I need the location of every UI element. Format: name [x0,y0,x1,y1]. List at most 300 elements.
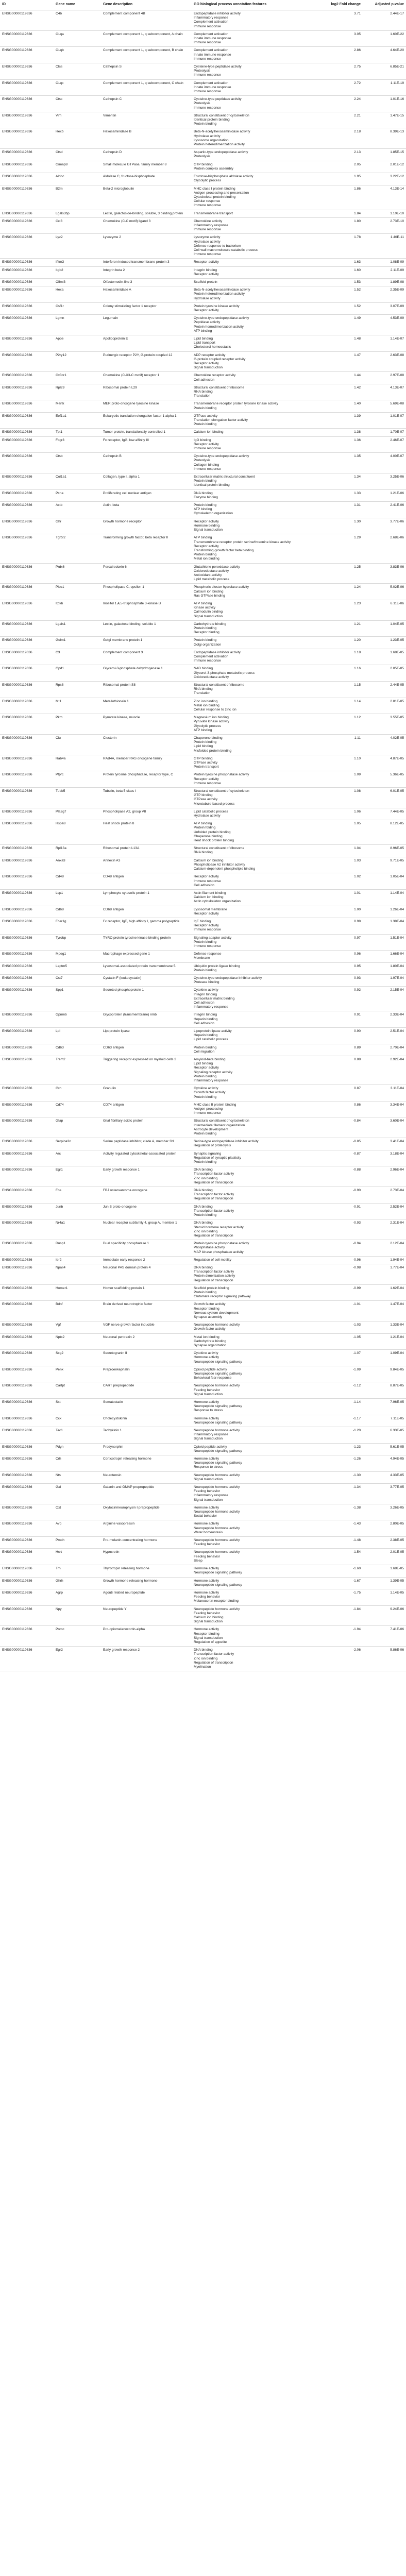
cell-go-annotation [192,1589,322,1605]
go-term: Immune response [194,447,221,451]
go-term: Transcription factor activity [194,1209,234,1213]
go-term: Zinc ion binding [194,1656,218,1660]
cell-gene-name: Eef1a1 [54,412,101,429]
cell-id: ENSG00000119636 [0,63,54,80]
cell-gene-name: Itpkb [54,600,101,620]
go-term: Protein tyrosine phosphatase activity [194,773,249,777]
go-term: Extracellular matrix structural constituent [194,475,255,479]
go-term: Kinase activity [194,606,216,610]
go-term: Lipid catabolic process [194,809,228,814]
cell-fold-change: 0.93 [322,974,363,986]
cell-fold-change: -1.26 [322,1455,363,1472]
cell-adjusted-p-value: 3.34E-04 [363,1101,406,1117]
cell-adjusted-p-value: 1.40E-11 [363,234,406,259]
cell-adjusted-p-value: 1.10E-10 [363,210,406,217]
cell-adjusted-p-value: 2.31E-04 [363,1219,406,1240]
cell-gene-name: Nts [54,1471,101,1483]
cell-fold-change: -0.90 [322,1187,363,1204]
cell-adjusted-p-value: 2.52E-04 [363,1203,406,1219]
go-term: Identical protein binding [194,483,230,487]
cell-id: ENSG00000119636 [0,788,54,808]
cell-fold-change: 1.08 [322,788,363,808]
cell-gene-name: Clu [54,735,101,755]
go-term: GTP binding [194,793,213,798]
table-row [0,873,406,890]
cell-fold-change: 1.14 [322,698,363,714]
go-term: Complement activation [194,81,229,85]
cell-gene-name: Egr1 [54,1166,101,1187]
go-term: Cysteine-type endopeptidase activity [194,316,249,320]
cell-gene-name: Cd74 [54,1101,101,1117]
cell-fold-change: 1.86 [322,185,363,210]
cell-adjusted-p-value: 1.01E-07 [363,412,406,429]
cell-go-annotation [192,278,322,286]
cell-go-annotation [192,173,322,185]
go-term: Receptor activity [194,362,219,365]
cell-adjusted-p-value: 9.71E-05 [363,857,406,873]
cell-id: ENSG00000119636 [0,1415,54,1427]
cell-gene-description: Eukaryotic translation elongation factor 1 alpha 1 [101,412,192,429]
cell-gene-description: Ribosomal protein S8 [101,681,192,698]
table-row [0,384,406,400]
go-term: DNA binding [194,1648,213,1652]
table-row [0,173,406,185]
cell-adjusted-p-value: 5.86E-06 [363,1647,406,1671]
cell-fold-change: -0.96 [322,1256,363,1264]
cell-gene-name: Lgals1 [54,620,101,637]
table-row [0,1415,406,1427]
go-term: Lipid binding [194,744,213,749]
cell-gene-description: Complement component 4B [101,10,192,31]
go-term: Lipid metabolic process [194,578,229,582]
cell-go-annotation [192,906,322,918]
go-term: Regulation of transcription [194,1197,233,1201]
cell-fold-change: 1.42 [322,384,363,400]
cell-adjusted-p-value: 9.84E-05 [363,1366,406,1382]
cell-id: ENSG00000119636 [0,1044,54,1056]
cell-adjusted-p-value: 7.11E-05 [363,1415,406,1427]
cell-adjusted-p-value: 2.92E-04 [363,1056,406,1085]
cell-gene-name: Gfap [54,1117,101,1138]
go-term: Proteolysis [194,101,211,106]
cell-gene-name: Pkm [54,714,101,735]
cell-gene-name: Cd68 [54,906,101,918]
go-term: Protein binding [194,122,216,126]
cell-id: ENSG00000119636 [0,149,54,161]
cell-go-annotation [192,128,322,149]
cell-go-annotation [192,1044,322,1056]
cell-gene-name: Tubb5 [54,788,101,808]
cell-adjusted-p-value: 2.68E-06 [363,534,406,563]
go-term: Structural constituent of cytoskeleton [194,1119,249,1123]
cell-adjusted-p-value: 3.22E-12 [363,173,406,185]
cell-fold-change: 2.24 [322,96,363,112]
go-term: Feeding behavior [194,1554,220,1558]
table-row [0,10,406,31]
cell-fold-change: 1.78 [322,234,363,259]
cell-id: ENSG00000119636 [0,771,54,788]
cell-fold-change: 1.24 [322,584,363,600]
table-row [0,453,406,473]
go-term: Transcription factor activity [194,1652,234,1656]
cell-gene-name: Pcna [54,489,101,501]
go-term: Immune response [194,1111,221,1115]
cell-fold-change: 1.11 [322,735,363,755]
cell-adjusted-p-value: 1.26E-04 [363,906,406,918]
go-term: Cysteine-type endopeptidase activity [194,454,249,459]
table-row [0,128,406,149]
cell-fold-change: 1.48 [322,335,363,351]
cell-fold-change: -0.84 [322,1117,363,1138]
go-term: Synapse assembly [194,1315,223,1319]
table-row [0,1117,406,1138]
cell-gene-description: Pro-melanin-concentrating hormone [101,1537,192,1549]
go-term: Neuropeptide hormone activity [194,1429,240,1433]
table-row [0,987,406,1011]
go-term: Oxidoreductase activity [194,569,229,573]
header-id: ID [0,0,54,10]
cell-gene-description: Hexosaminidase A [101,286,192,303]
cell-fold-change: 2.13 [322,149,363,161]
go-term: Signal transduction [194,1636,223,1640]
go-term: IgE binding [194,919,211,923]
cell-gene-name: Itgb2 [54,266,101,278]
cell-gene-description: CD74 antigen [101,1101,192,1117]
cell-fold-change: -1.38 [322,1504,363,1520]
go-term: Response to stress [194,1465,223,1469]
cell-gene-name: Fcer1g [54,918,101,934]
cell-id: ENSG00000119636 [0,681,54,698]
go-term: Membrane [194,956,210,960]
cell-adjusted-p-value: 2.33E-04 [363,1011,406,1028]
cell-fold-change: 1.80 [322,217,363,234]
go-term: Transmembrane receptor protein serine/threonine kinase activity [194,540,291,544]
go-term: Carbohydrate binding [194,1339,227,1343]
cell-go-annotation [192,502,322,518]
table-row [0,502,406,518]
go-term: G-protein coupled receptor activity [194,357,246,361]
cell-gene-name: Tpt1 [54,429,101,436]
go-term: Glutathione peroxidase activity [194,565,240,569]
cell-adjusted-p-value: 5.69E-08 [363,400,406,412]
go-term: Protein binding [194,638,216,642]
go-term: NAD binding [194,667,213,671]
table-row [0,234,406,259]
cell-go-annotation [192,637,322,649]
cell-gene-description: Glycoprotein (transmembrane) nmb [101,1011,192,1028]
go-term: Neuropeptide hormone activity [194,1485,240,1489]
cell-gene-description: Beta-2 microglobulin [101,185,192,210]
cell-gene-name: C3 [54,649,101,665]
cell-id: ENSG00000119636 [0,1321,54,1333]
go-term: Neuropeptide signaling pathway [194,1583,242,1587]
go-term: RNA binding [194,687,213,691]
cell-fold-change: 0.88 [322,1056,363,1085]
cell-go-annotation [192,1399,322,1415]
go-term: Protein complex assembly [194,166,233,171]
go-term: Glutamate receptor signaling pathway [194,1295,251,1299]
cell-adjusted-p-value: 4.13E-14 [363,185,406,210]
cell-fold-change: 1.35 [322,453,363,473]
go-term: Hormone binding [194,523,220,528]
cell-adjusted-p-value: 1.77E-04 [363,1264,406,1284]
go-term: Immune response [194,204,221,208]
go-term: Metal ion binding [194,703,219,707]
cell-fold-change: 1.84 [322,210,363,217]
cell-id: ENSG00000119636 [0,10,54,31]
cell-gene-description: FBJ osteosarcoma oncogene [101,1187,192,1204]
cell-gene-name: Agrp [54,1589,101,1605]
cell-adjusted-p-value: 1.51E-04 [363,934,406,951]
cell-go-annotation [192,234,322,259]
go-term: Receptor binding [194,1632,219,1636]
cell-go-annotation [192,372,322,384]
cell-gene-description: Integrin beta 2 [101,266,192,278]
go-term: Phosphatase activity [194,1246,225,1250]
cell-id: ENSG00000119636 [0,934,54,951]
cell-gene-description: Agouti related neuropeptide [101,1589,192,1605]
go-term: Myelination [194,1665,211,1669]
cell-go-annotation [192,1256,322,1264]
table-row [0,714,406,735]
go-term: Pyruvate kinase activity [194,720,229,724]
cell-go-annotation [192,47,322,63]
go-term: Signal transduction [194,1477,223,1481]
go-term: Growth factor activity [194,1327,226,1331]
cell-gene-description: CD68 antigen [101,906,192,918]
cell-gene-name: Bdnf [54,1301,101,1321]
cell-fold-change: 1.52 [322,286,363,303]
cell-gene-description: Somatostatin [101,1399,192,1415]
table-row [0,1455,406,1472]
go-term: Hydrolase activity [194,814,221,818]
cell-id: ENSG00000119636 [0,951,54,962]
go-term: Protein homodimerization activity [194,325,244,329]
go-term: Hormone activity [194,1457,219,1461]
cell-go-annotation [192,1085,322,1101]
cell-fold-change: -0.87 [322,1150,363,1166]
cell-go-annotation [192,1455,322,1472]
cell-gene-description: CART prepropeptide [101,1382,192,1399]
go-term: Protein binding [194,968,216,972]
cell-fold-change: -1.07 [322,1350,363,1366]
cell-go-annotation [192,1549,322,1565]
cell-adjusted-p-value: 2.96E-04 [363,1166,406,1187]
go-term: Protein binding [194,406,216,410]
go-term: MHC class I protein binding [194,187,235,191]
cell-gene-description: Corticotropin releasing hormone [101,1455,192,1472]
cell-fold-change: 1.23 [322,600,363,620]
go-term: Lipid binding [194,336,213,341]
cell-adjusted-p-value: 2.15E-04 [363,987,406,1011]
cell-fold-change: 1.09 [322,771,363,788]
table-row [0,1264,406,1284]
go-term: MHC class II protein binding [194,1103,236,1107]
cell-adjusted-p-value: 4.53E-09 [363,315,406,335]
table-row [0,372,406,384]
cell-id: ENSG00000119636 [0,857,54,873]
cell-fold-change: 2.72 [322,79,363,96]
cell-gene-name: Pla2g7 [54,808,101,820]
go-term: Cell adhesion [194,378,214,382]
go-term: Inflammatory response [194,1079,229,1083]
cell-gene-description: Cholecystokinin [101,1415,192,1427]
cell-id: ENSG00000119636 [0,1117,54,1138]
cell-gene-name: Laptm5 [54,962,101,974]
table-row [0,335,406,351]
go-term: Regulation of transcription [194,1180,233,1184]
cell-gene-description: Interferon induced transmembrane protein 3 [101,259,192,266]
cell-gene-description: Neuronal pentraxin 2 [101,1333,192,1350]
cell-id: ENSG00000119636 [0,1011,54,1028]
cell-id: ENSG00000119636 [0,161,54,173]
cell-fold-change: 1.40 [322,400,363,412]
table-row [0,259,406,266]
cell-fold-change: 1.49 [322,315,363,335]
table-row [0,681,406,698]
cell-gene-description: Colony stimulating factor 1 receptor [101,302,192,314]
cell-id: ENSG00000119636 [0,1085,54,1101]
cell-adjusted-p-value: 2.44E-17 [363,10,406,31]
cell-gene-name: Lpl [54,1027,101,1044]
go-term: Inflammatory response [194,1433,229,1437]
cell-gene-description: Lectin, galactoside-binding, soluble, 3 binding protein [101,210,192,217]
cell-go-annotation [192,962,322,974]
table-row [0,755,406,771]
cell-id: ENSG00000119636 [0,1240,54,1257]
cell-gene-name: Lyz2 [54,234,101,259]
cell-adjusted-p-value: 5.36E-05 [363,771,406,788]
cell-fold-change: 1.44 [322,372,363,384]
table-row [0,266,406,278]
go-term: Beta-N-acetylhexosaminidase activity [194,288,250,292]
cell-adjusted-p-value: 1.11E-19 [363,79,406,96]
cell-id: ENSG00000119636 [0,1301,54,1321]
go-term: Neuropeptide signaling pathway [194,1571,242,1575]
go-term: GTPase activity [194,761,218,765]
cell-go-annotation [192,400,322,412]
table-row [0,1321,406,1333]
cell-fold-change: 1.03 [322,857,363,873]
table-row [0,1284,406,1301]
cell-gene-name: C1qa [54,30,101,47]
table-row [0,1085,406,1101]
cell-go-annotation [192,1056,322,1085]
table-row [0,1138,406,1150]
go-term: Structural constituent of ribosome [194,846,245,851]
go-term: Integrin binding [194,1013,217,1017]
cell-gene-name: Homer1 [54,1284,101,1301]
cell-id: ENSG00000119636 [0,1256,54,1264]
go-term: Lysozyme activity [194,235,221,240]
table-row [0,278,406,286]
go-term: Cytoskeleton organization [194,512,233,516]
cell-id: ENSG00000119636 [0,1443,54,1455]
cell-gene-name: Gal [54,1484,101,1504]
cell-id: ENSG00000119636 [0,286,54,303]
go-term: Integrin binding [194,992,217,996]
cell-go-annotation [192,788,322,808]
cell-adjusted-p-value: 6.85E-21 [363,63,406,80]
cell-go-annotation [192,518,322,534]
go-term: Melanocortin receptor binding [194,1599,239,1603]
go-term: Hormone activity [194,1590,219,1595]
cell-fold-change: 0.97 [322,934,363,951]
table-row [0,1219,406,1240]
cell-go-annotation [192,1240,322,1257]
cell-id: ENSG00000119636 [0,1027,54,1044]
cell-go-annotation [192,584,322,600]
table-row [0,30,406,47]
table-row [0,429,406,436]
cell-gene-description: Arginine vasopressin [101,1520,192,1537]
cell-adjusted-p-value: 2.12E-04 [363,1240,406,1257]
cell-go-annotation [192,79,322,96]
cell-adjusted-p-value: 1.47E-04 [363,1301,406,1321]
cell-go-annotation [192,1027,322,1044]
table-row [0,1011,406,1028]
cell-id: ENSG00000119636 [0,820,54,845]
table-row [0,302,406,314]
cell-gene-description: Complement component 1, q subcomponent, C chain [101,79,192,96]
go-term: Immune response [194,73,221,77]
go-term: Neuropeptide hormone activity [194,1538,240,1543]
go-term: Unfolded protein binding [194,830,231,834]
table-row [0,1565,406,1577]
go-term: Neuropeptide signaling pathway [194,1461,242,1465]
cell-fold-change: 3.71 [322,10,363,31]
cell-gene-description: Pro-opiomelanocortin-alpha [101,1626,192,1647]
go-term: Receptor binding [194,1307,219,1311]
cell-gene-description: Activity regulated cytoskeletal-associated protein [101,1150,192,1166]
cell-id: ENSG00000119636 [0,351,54,372]
cell-gene-description: Proliferating cell nuclear antigen [101,489,192,501]
table-row [0,286,406,303]
go-term: Regulation of appetite [194,1640,227,1644]
cell-id: ENSG00000119636 [0,453,54,473]
cell-gene-description: Serine peptidase inhibitor, clade A, member 3N [101,1138,192,1150]
cell-id: ENSG00000119636 [0,1166,54,1187]
table-row [0,217,406,234]
go-term: Cellular response to zinc ion [194,708,236,711]
cell-id: ENSG00000119636 [0,1455,54,1472]
go-term: Calcium ion binding [194,895,224,900]
go-term: Complement activation [194,654,229,658]
go-term: Carbohydrate binding [194,622,227,626]
cell-fold-change: 1.18 [322,649,363,665]
cell-fold-change: -1.94 [322,1626,363,1647]
cell-go-annotation [192,286,322,303]
go-term: Cell adhesion [194,1021,214,1025]
cell-fold-change: -1.54 [322,1549,363,1565]
go-term: Signal transduction [194,366,223,370]
cell-id: ENSG00000119636 [0,649,54,665]
cell-id: ENSG00000119636 [0,128,54,149]
go-term: Immune response [194,467,221,471]
cell-go-annotation [192,1284,322,1301]
cell-gene-description: Collagen, type I, alpha 1 [101,473,192,490]
go-term: Receptor binding [194,631,219,635]
go-term: Calmodulin binding [194,610,223,614]
cell-fold-change: 1.36 [322,436,363,453]
cell-gene-name: Sst [54,1399,101,1415]
cell-gene-name: Ghr [54,518,101,534]
go-term: Receptor activity [194,911,219,916]
go-term: Receptor activity [194,260,219,264]
go-term: Structural constituent of cytoskeleton [194,789,249,793]
cell-id: ENSG00000119636 [0,808,54,820]
cell-gene-description: RAB4A, member RAS oncogene family [101,755,192,771]
